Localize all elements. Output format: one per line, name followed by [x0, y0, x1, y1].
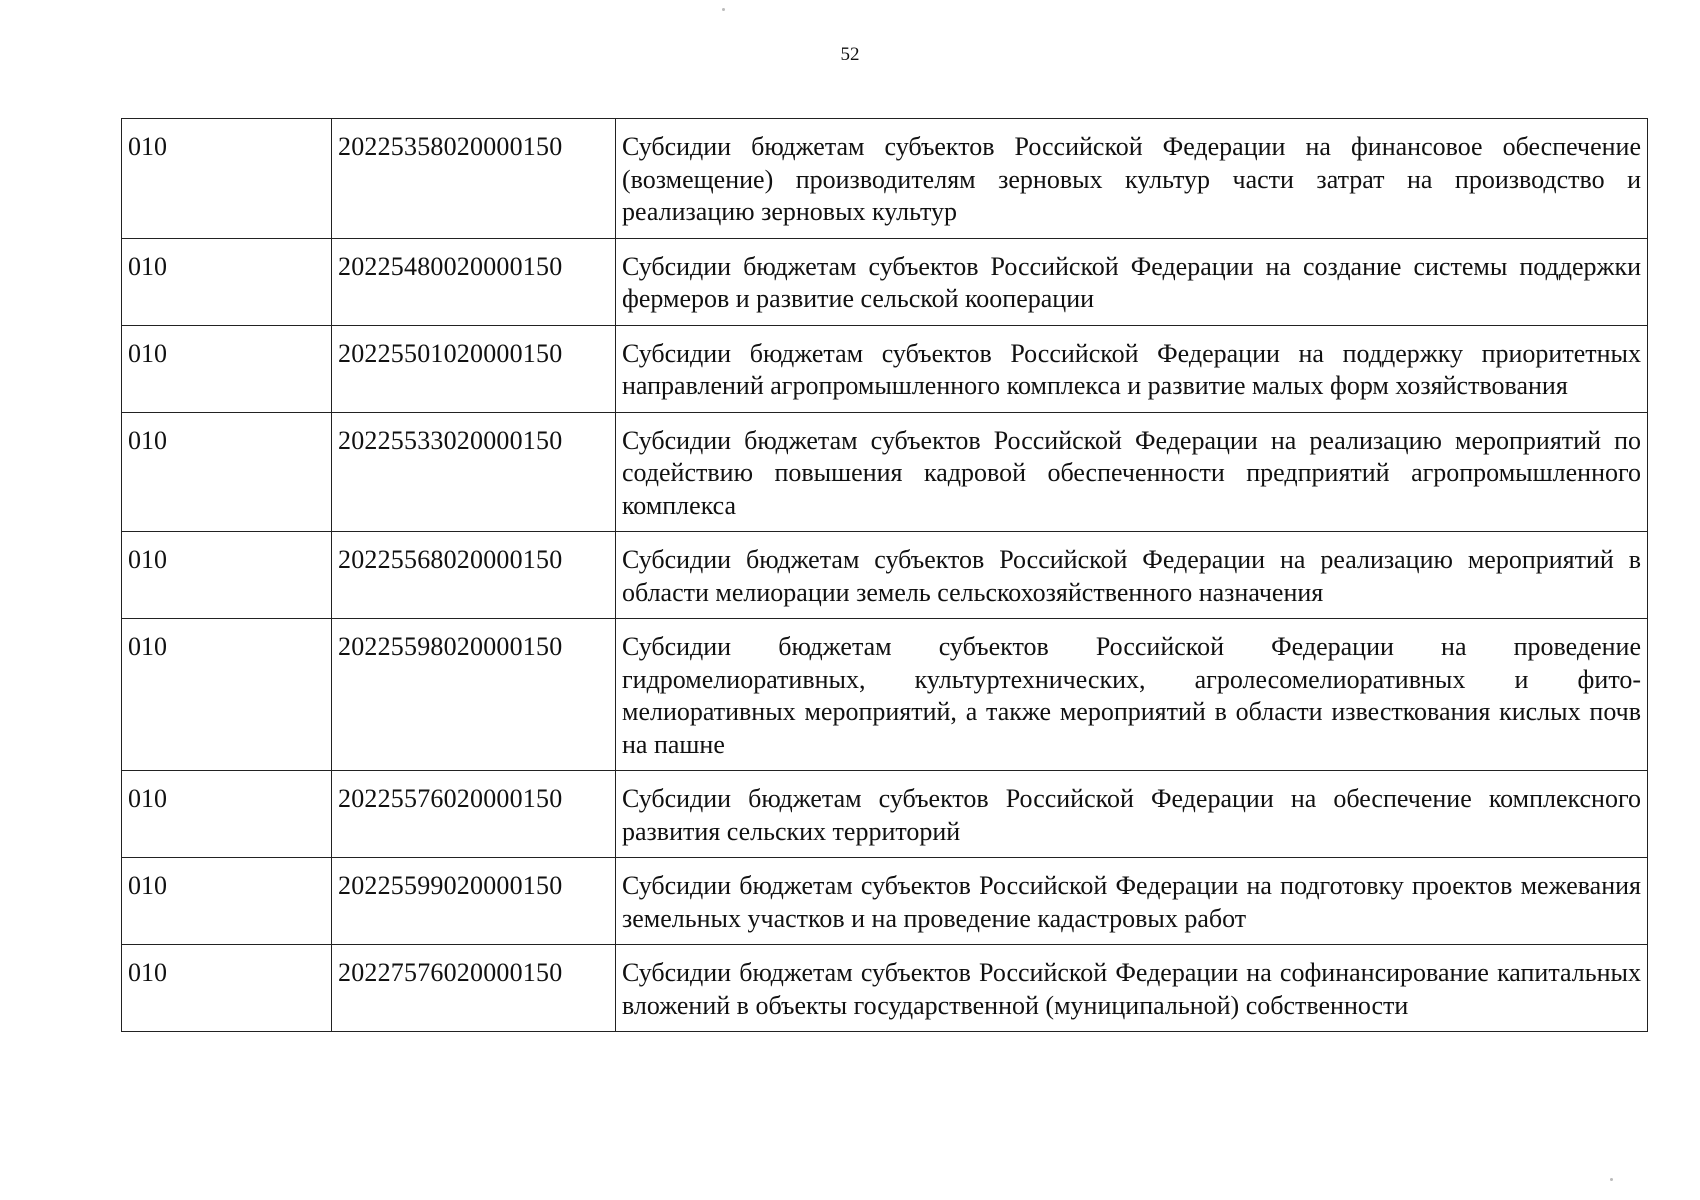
page-number: 52	[840, 44, 860, 65]
admin-code-cell: 010	[122, 945, 332, 1032]
revenue-name-cell: Субсидии бюджетам субъектов Российской Федерации на реализацию мероприятий по содействию повышения кадровой обеспеченности предприятий агропромышленного комплекса	[616, 412, 1648, 532]
budget-codes-table	[121, 118, 1648, 1032]
table-row	[122, 325, 1648, 412]
scan-speck	[722, 8, 725, 11]
revenue-name-cell: Субсидии бюджетам субъектов Российской Федерации на финансовое обеспечение (возмещение) производителям зерновых культур части затрат на производство и реализацию зерновых культур	[616, 119, 1648, 239]
budget-code-cell: 20225533020000150	[332, 412, 616, 532]
revenue-name-cell: Субсидии бюджетам субъектов Российской Федерации на создание системы поддержки фермеров и развитие сельской кооперации	[616, 238, 1648, 325]
budget-code-cell: 20225598020000150	[332, 619, 616, 771]
table-row	[122, 771, 1648, 858]
table-row	[122, 945, 1648, 1032]
revenue-name-cell: Субсидии бюджетам субъектов Российской Федерации на реализацию мероприятий в области мелиорации земель сельскохозяйственного назначения	[616, 532, 1648, 619]
budget-code-cell: 20225568020000150	[332, 532, 616, 619]
budget-code-cell: 20227576020000150	[332, 945, 616, 1032]
table-row	[122, 532, 1648, 619]
admin-code-cell: 010	[122, 325, 332, 412]
revenue-name-cell: Субсидии бюджетам субъектов Российской Федерации на подготовку проектов межевания земельных участков и на проведение кадастровых работ	[616, 858, 1648, 945]
budget-code-cell: 20225576020000150	[332, 771, 616, 858]
budget-code-cell: 20225599020000150	[332, 858, 616, 945]
budget-code-cell: 20225480020000150	[332, 238, 616, 325]
admin-code-cell: 010	[122, 119, 332, 239]
table-row	[122, 619, 1648, 771]
budget-code-cell: 20225358020000150	[332, 119, 616, 239]
scan-speck	[1610, 1178, 1613, 1181]
table-body	[122, 119, 1648, 1032]
admin-code-cell: 010	[122, 412, 332, 532]
admin-code-cell: 010	[122, 619, 332, 771]
admin-code-cell: 010	[122, 532, 332, 619]
revenue-name-cell: Субсидии бюджетам субъектов Российской Федерации на поддержку приоритетных направлений агропромышленного комплекса и развитие малых форм хозяйствования	[616, 325, 1648, 412]
admin-code-cell: 010	[122, 238, 332, 325]
admin-code-cell: 010	[122, 858, 332, 945]
admin-code-cell: 010	[122, 771, 332, 858]
table-row	[122, 119, 1648, 239]
table-row	[122, 238, 1648, 325]
budget-code-cell: 20225501020000150	[332, 325, 616, 412]
revenue-name-cell: Субсидии бюджетам субъектов Российской Федерации на обеспечение комплексного развития сельских территорий	[616, 771, 1648, 858]
table-row	[122, 858, 1648, 945]
table-row	[122, 412, 1648, 532]
revenue-name-cell: Субсидии бюджетам субъектов Российской Федерации на проведение гидромелиоративных, культуртехнических, агролесомелиоративных и фито-мелиоративных мероприятий, а также мероприятий в области известкования кислых почв на пашне	[616, 619, 1648, 771]
revenue-name-cell: Субсидии бюджетам субъектов Российской Федерации на софинансирование капитальных вложений в объекты государственной (муниципальной) собственности	[616, 945, 1648, 1032]
budget-codes-table-container	[121, 118, 1648, 1032]
